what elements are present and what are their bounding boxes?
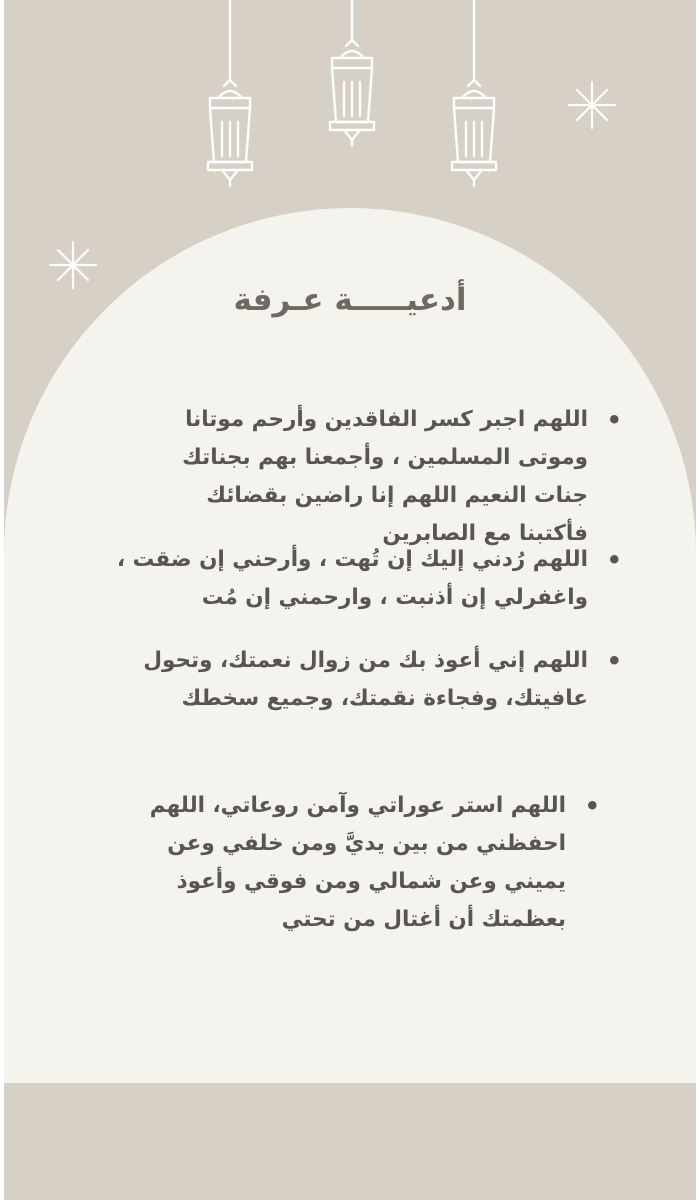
page-title: أدعيـــــة عـرفة	[233, 282, 467, 318]
dua-text: اللهم استر عوراتي وآمن روعاتي، اللهم احفظني من بين يديَّ ومن خلفي وعن يميني وعن شمالي ومن فوقي وأعوذ بعظمتك أن أغتال من تحتي	[149, 793, 566, 932]
lantern-icon	[322, 0, 382, 150]
lantern-icon	[444, 0, 504, 190]
dua-card	[4, 0, 696, 1200]
list-item	[68, 541, 622, 617]
sparkle-icon	[567, 80, 617, 130]
list-item	[66, 642, 622, 718]
list-item	[106, 787, 600, 939]
list-item	[144, 401, 622, 553]
bullet-marker: •	[606, 546, 622, 574]
bullet-marker: •	[606, 647, 622, 675]
bottom-band	[4, 1083, 696, 1200]
lantern-icon	[200, 0, 260, 190]
dua-text: اللهم اجبر كسر الفاقدين وأرحم موتانا وموتى المسلمين ، وأجمعنا بهم بجناتك جنات النعيم اللهم إنا راضين بقضائك فأكتبنا مع الصابرين	[182, 407, 588, 546]
dua-text: اللهم إني أعوذ بك من زوال نعمتك، وتحول عافيتك، وفجاءة نقمتك، وجميع سخطك	[143, 648, 588, 711]
dua-text: اللهم رُدني إليك إن تُهت ، وأرحني إن ضقت ، واغفرلي إن أذنبت ، وارحمني إن مُت	[116, 547, 588, 610]
bullet-marker: •	[606, 406, 622, 434]
bullet-marker: •	[584, 792, 600, 820]
